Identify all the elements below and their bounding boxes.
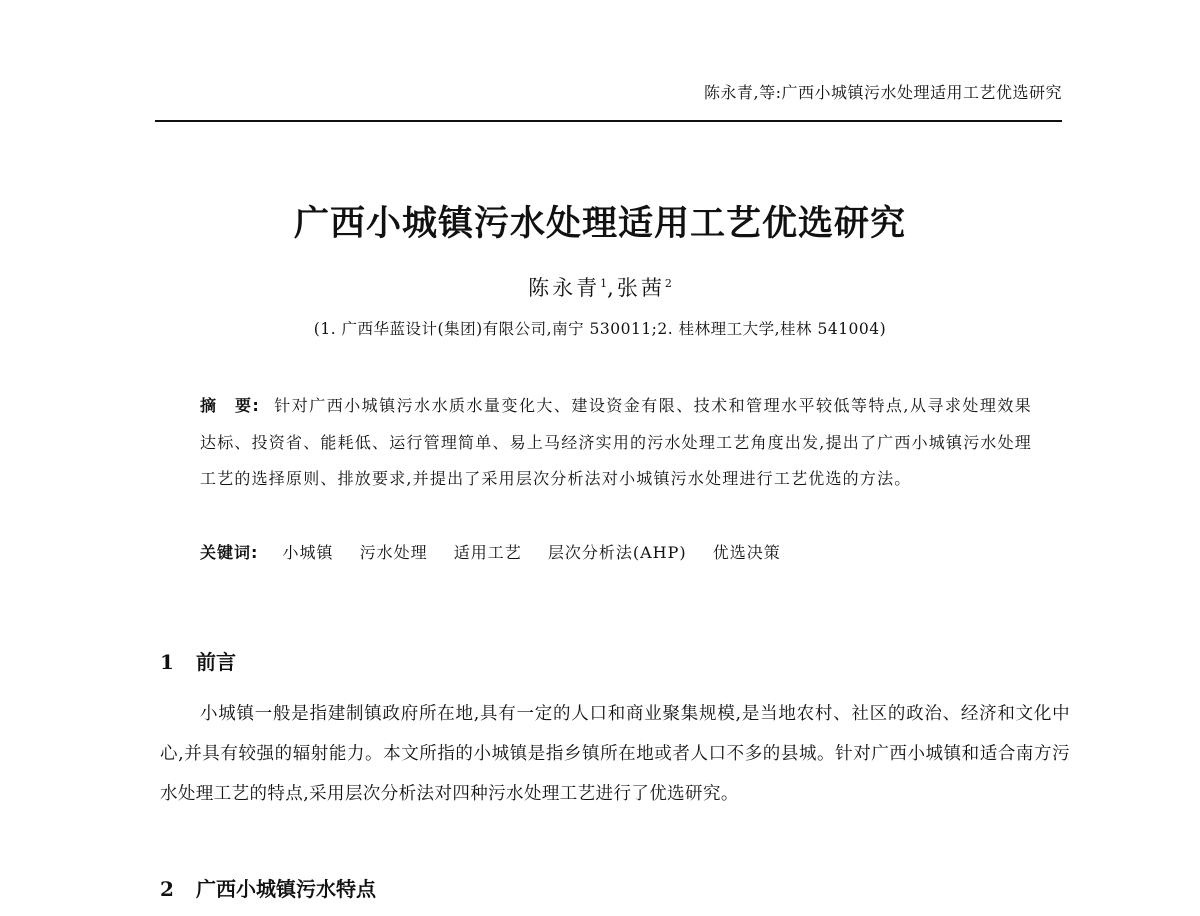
paper-title: 广西小城镇污水处理适用工艺优选研究 (293, 204, 906, 244)
introduction-paragraph: 小城镇一般是指建制镇政府所在地,具有一定的人口和商业聚集规模,是当地农村、社区的政治、经济和文化中心,并具有较强的辐射能力。本文所指的小城镇是指乡镇所在地或者人口不多的县城。针对广西小城镇和适合南方污水处理工艺的特点,采用层次分析法对四种污水处理工艺进行了优选研究。 (160, 704, 1070, 804)
affiliations: (1. 广西华蓝设计(集团)有限公司,南宁 530011;2. 桂林理工大学,桂林 541004) (313, 320, 887, 338)
keyword: 层次分析法(AHP) (547, 543, 687, 562)
abstract-text: 针对广西小城镇污水水质水量变化大、建设资金有限、技术和管理水平较低等特点,从寻求处理效果达标、投资省、能耗低、运行管理简单、易上马经济实用的污水处理工艺角度出发,提出了广西小城镇污水处理工艺的选择原则、排放要求,并提出了采用层次分析法对小城镇污水处理进行工艺优选的方法。 (200, 396, 1033, 488)
section-heading-sewage-characteristics (160, 873, 376, 902)
abstract (200, 388, 1032, 498)
section-number: 1 (160, 650, 174, 674)
abstract-label: 摘 要: (200, 396, 261, 415)
author-separator: , (607, 276, 617, 300)
author-affiliation-mark: 1 (600, 277, 608, 290)
keyword: 适用工艺 (453, 543, 522, 562)
keyword: 小城镇 (282, 543, 334, 562)
section-number: 2 (160, 877, 174, 901)
keyword: 优选决策 (712, 543, 781, 562)
author-name: 陈永青 (528, 276, 601, 300)
section-title: 广西小城镇污水特点 (196, 877, 376, 901)
section-heading-introduction (160, 646, 236, 675)
header-rule (155, 120, 1062, 122)
keywords-label: 关键词: (200, 543, 259, 562)
running-head: 陈永青,等:广西小城镇污水处理适用工艺优选研究 (704, 83, 1062, 102)
section-title: 前言 (196, 650, 236, 674)
author-affiliation-mark: 2 (664, 277, 672, 290)
author-line (0, 272, 1200, 302)
author-name: 张茜 (616, 276, 665, 300)
keywords (200, 540, 1032, 563)
keyword: 污水处理 (359, 543, 428, 562)
